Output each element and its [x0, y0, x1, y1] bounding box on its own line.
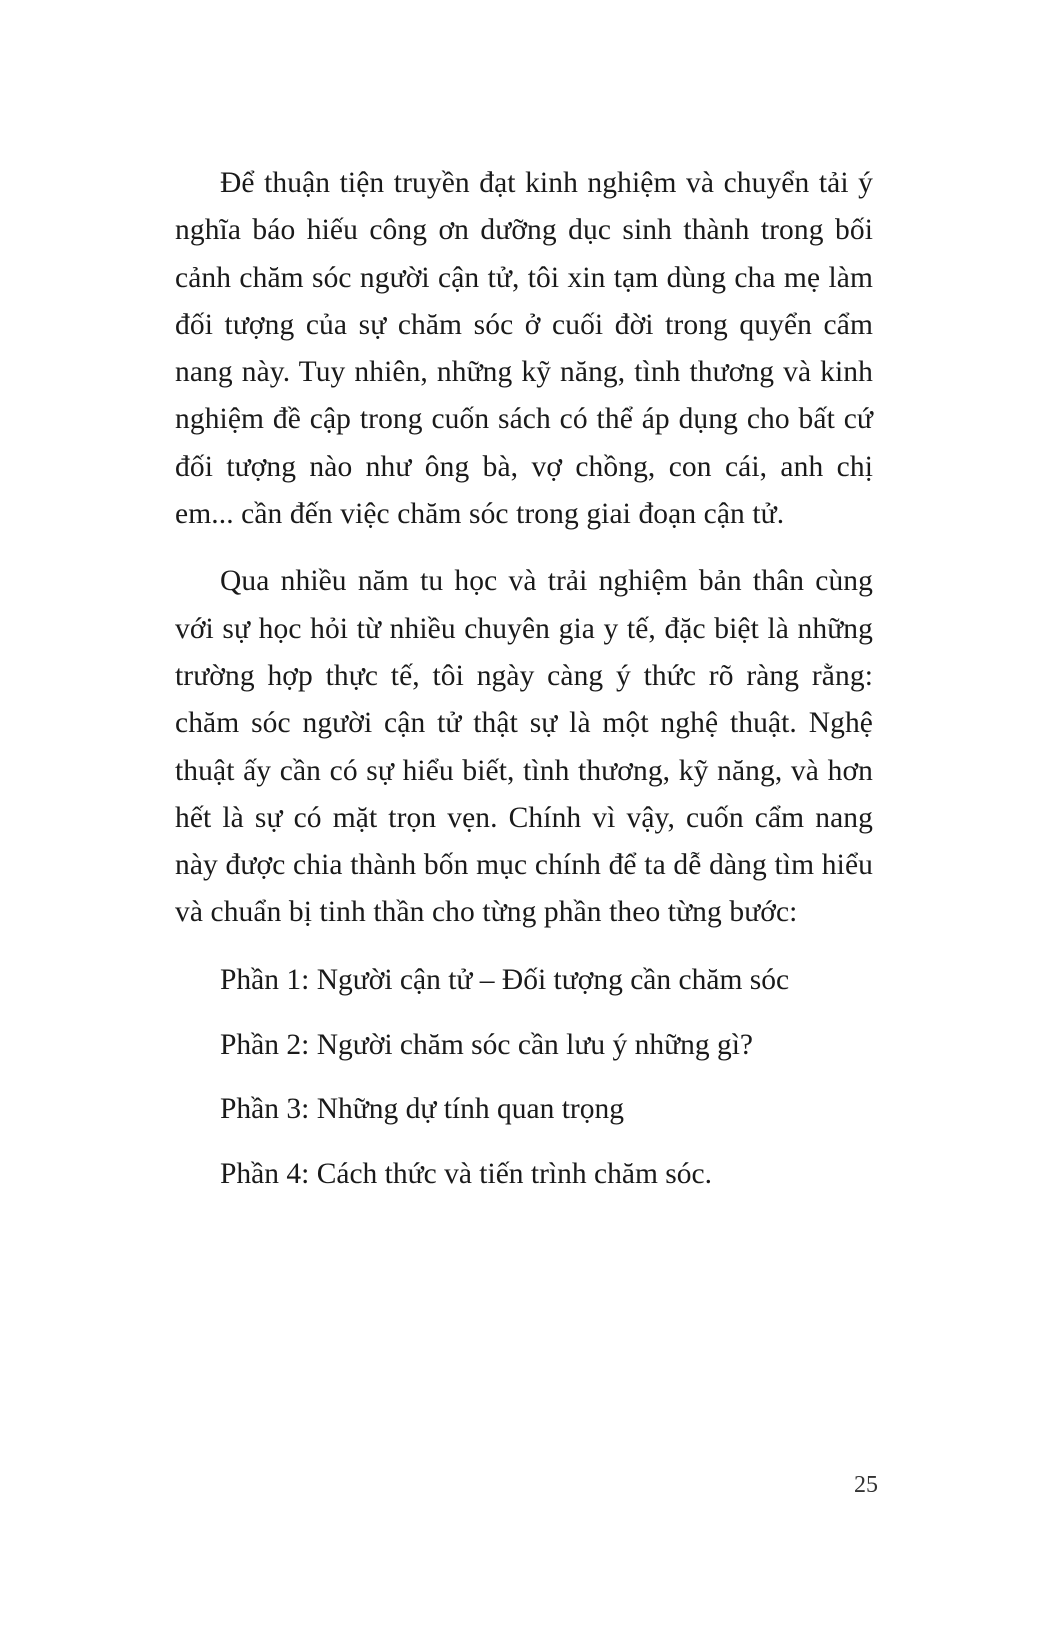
section-item-2: Phần 2: Người chăm sóc cần lưu ý những gì? — [220, 1028, 754, 1061]
page-body — [175, 160, 873, 1216]
section-item-1: Phần 1: Người cận tử – Đối tượng cần chăm sóc — [220, 963, 790, 996]
paragraph-intro: Để thuận tiện truyền đạt kinh nghiệm và chuyển tải ý nghĩa báo hiếu công ơn dưỡng dục sinh thành trong bối cảnh chăm sóc người cận tử, tôi xin tạm dùng cha mẹ làm đối tượng của sự chăm sóc ở cuối đời trong quyển cẩm nang này. Tuy nhiên, những kỹ năng, tình thương và kinh nghiệm đề cập trong cuốn sách có thể áp dụng cho bất cứ đối tượng nào như ông bà, vợ chồng, con cái, anh chị em... cần đến việc chăm sóc trong giai đoạn cận tử. — [175, 167, 873, 531]
page-number: 25 — [854, 1472, 878, 1498]
paragraph-art-of-care: Qua nhiều năm tu học và trải nghiệm bản thân cùng với sự học hỏi từ nhiều chuyên gia y tế, đặc biệt là những trường hợp thực tế, tôi ngày càng ý thức rõ ràng rằng: chăm sóc người cận tử thật sự là một nghệ thuật. Nghệ thuật ấy cần có sự hiểu biết, tình thương, kỹ năng, và hơn hết là sự có mặt trọn vẹn. Chính vì vậy, cuốn cẩm nang này được chia thành bốn mục chính để ta dễ dàng tìm hiểu và chuẩn bị tinh thần cho từng phần theo từng bước: — [175, 565, 873, 929]
section-item-3: Phần 3: Những dự tính quan trọng — [220, 1093, 624, 1126]
section-list — [175, 957, 873, 1199]
section-item-4: Phần 4: Cách thức và tiến trình chăm sóc. — [220, 1158, 712, 1191]
